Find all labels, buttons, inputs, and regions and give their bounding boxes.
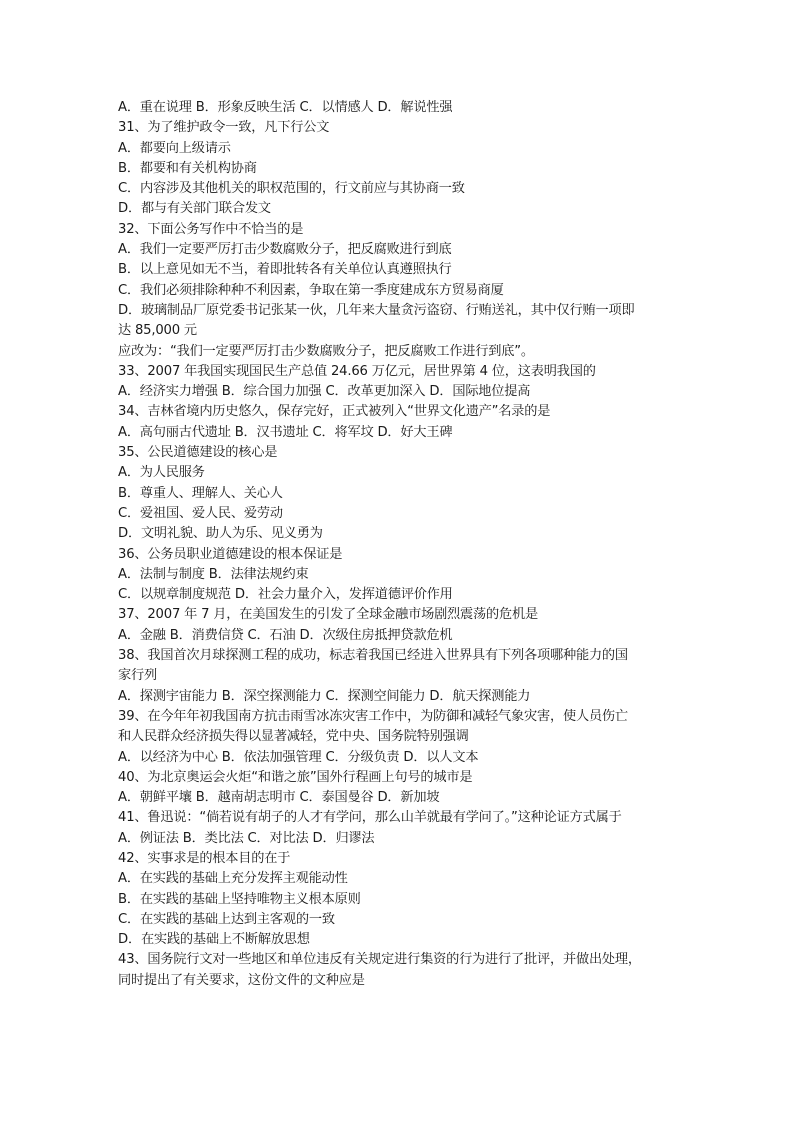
option-q31-b: B．都要和有关机构协商 [118,160,257,176]
option-q32-c: C．我们必须排除种种不利因素，争取在第一季度建成东方贸易商厦 [118,282,504,298]
option-q42-c: C．在实践的基础上达到主客观的一致 [118,911,335,927]
option-q35-a: A．为人民服务 [118,465,205,481]
option-q35-b: B．尊重人、理解人、关心人 [118,485,283,501]
options-q34: A．高句丽古代遗址 B．汉书遗址 C．将军坟 D．好大王碑 [118,424,453,440]
question-33: 33、2007 年我国实现国民生产总值 24.66 万亿元，居世界第 4 位，这表明我国的 [118,363,596,379]
options-q38: A．探测宇宙能力 B．深空探测能力 C．探测空间能力 D．航天探测能力 [118,688,531,704]
option-q31-a: A．都要向上级请示 [118,140,231,156]
option-q42-b: B．在实践的基础上坚持唯物主义根本原则 [118,891,361,907]
document-page [118,98,678,991]
question-38-continued: 家行列 [118,668,157,684]
options-q37: A．金融 B．消费信贷 C．石油 D．次级住房抵押贷款危机 [118,627,453,643]
option-q35-d: D．文明礼貌、助人为乐、见义勇为 [118,526,323,542]
option-q42-d: D．在实践的基础上不断解放思想 [118,932,310,948]
options-q33: A．经济实力增强 B．综合国力加强 C．改革更加深入 D．国际地位提高 [118,384,531,400]
question-31: 31、为了维护政令一致，凡下行公文 [118,120,330,136]
options-q41: A．例证法 B．类比法 C．对比法 D．归谬法 [118,830,375,846]
option-q32-d-continued: 达 85,000 元 [118,323,197,339]
question-43: 43、国务院行文对一些地区和单位违反有关规定进行集资的行为进行了批评，并做出处理， [118,952,641,968]
option-q35-c: C．爱祖国、爱人民、爱劳动 [118,505,283,521]
question-42: 42、实事求是的根本目的在于 [118,850,291,866]
question-39: 39、在今年年初我国南方抗击雨雪冰冻灾害工作中，为防御和减轻气象灾害，使人员伤亡 [118,708,628,724]
option-q31-c: C．内容涉及其他机关的职权范围的，行文前应与其协商一致 [118,181,465,197]
option-q31-d: D．都与有关部门联合发文 [118,201,271,217]
answer-explanation-q32: 应改为：“我们一定要严厉打击少数腐败分子，把反腐败工作进行到底”。 [118,343,534,359]
options-q39: A．以经济为中心 B．依法加强管理 C．分级负责 D．以人文本 [118,749,479,765]
question-39-continued: 和人民群众经济损失得以显著减轻，党中央、国务院特别强调 [118,729,469,745]
question-34: 34、吉林省境内历史悠久，保存完好，正式被列入“世界文化遗产”名录的是 [118,404,551,420]
question-32: 32、下面公务写作中不恰当的是 [118,221,304,237]
option-q42-a: A．在实践的基础上充分发挥主观能动性 [118,871,348,887]
options-q36-cd: C．以规章制度规范 D．社会力量介入，发挥道德评价作用 [118,587,453,603]
option-q32-a: A．我们一定要严厉打击少数腐败分子，把反腐败进行到底 [118,242,452,258]
question-36: 36、公务员职业道德建设的根本保证是 [118,546,343,562]
question-40: 40、为北京奥运会火炬“和谐之旅”国外行程画上句号的城市是 [118,769,473,785]
options-q40: A．朝鲜平壤 B．越南胡志明市 C．泰国曼谷 D．新加坡 [118,790,440,806]
question-35: 35、公民道德建设的核心是 [118,445,278,461]
option-q32-d: D．玻璃制品厂原党委书记张某一伙，几年来大量贪污盗窃、行贿送礼，其中仅行贿一项即 [118,302,635,318]
question-37: 37、2007 年 7 月，在美国发生的引发了全球金融市场剧烈震荡的危机是 [118,607,538,623]
options-q36-ab: A．法制与制度 B．法律法规约束 [118,566,309,582]
question-38: 38、我国首次月球探测工程的成功，标志着我国已经进入世界具有下列各项哪种能力的国 [118,648,628,664]
answer-options-q30: A．重在说理 B．形象反映生活 C．以情感人 D．解说性强 [118,100,453,115]
question-43-continued: 同时提出了有关要求，这份文件的文种应是 [118,972,365,988]
option-q32-b: B．以上意见如无不当，着即批转各有关单位认真遵照执行 [118,262,452,278]
question-41: 41、鲁迅说：“倘若说有胡子的人才有学问，那么山羊就最有学问了。”这种论证方式属于 [118,810,622,826]
